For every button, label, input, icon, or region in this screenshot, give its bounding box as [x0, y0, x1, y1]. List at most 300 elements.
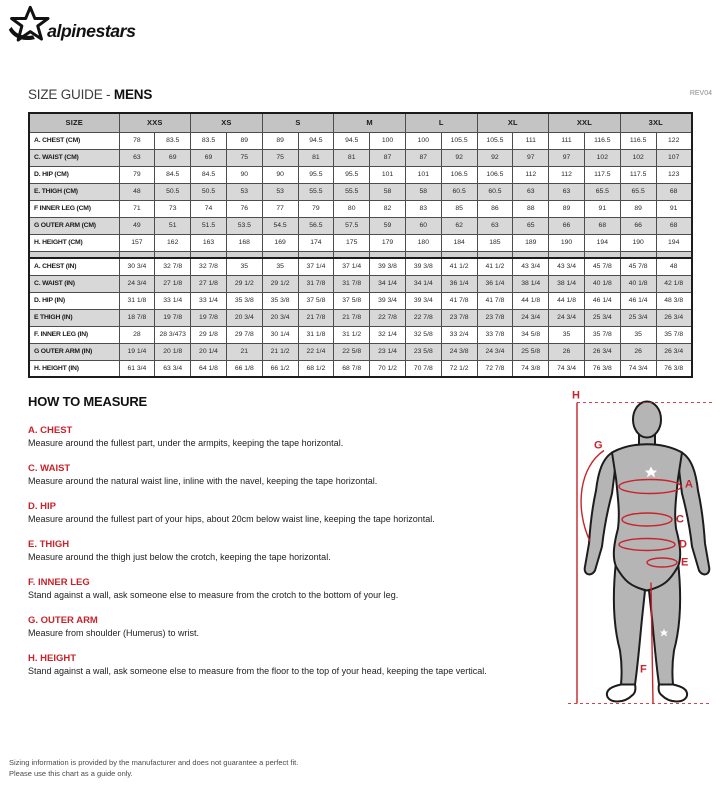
- measurement-cell: 43 3/4: [549, 258, 585, 275]
- measurement-cell: 26 3/4: [584, 343, 620, 360]
- measurement-cell: 65.5: [584, 183, 620, 200]
- measure-item-text: Measure from shoulder (Humerus) to wrist.: [28, 628, 200, 638]
- measurement-cell: 80: [334, 200, 370, 217]
- separator-cell: [441, 251, 477, 258]
- measure-item-text: Measure around the fullest part of your hips, about 20cm below waist line, keeping the tape horizontal.: [28, 514, 435, 524]
- measurement-cell: 194: [656, 234, 692, 251]
- measurement-cell: 60: [405, 217, 441, 234]
- separator-cell: [584, 251, 620, 258]
- measurement-cell: 175: [334, 234, 370, 251]
- measurement-cell: 31 7/8: [334, 275, 370, 292]
- measurement-cell: 51: [155, 217, 191, 234]
- measurement-cell: 30 3/4: [119, 258, 155, 275]
- size-column-header: 3XL: [620, 113, 692, 132]
- measurement-cell: 97: [549, 149, 585, 166]
- measurement-cell: 63 3/4: [155, 360, 191, 377]
- row-label: G OUTER ARM (IN): [29, 343, 119, 360]
- measure-item-label: C. WAIST: [28, 463, 71, 474]
- measure-item: [28, 577, 553, 601]
- measurement-cell: 74: [191, 200, 227, 217]
- measurement-cell: 66 1/2: [262, 360, 298, 377]
- table-row: [29, 343, 692, 360]
- measurement-cell: 100: [405, 132, 441, 149]
- size-table-header: [29, 113, 692, 132]
- measurement-cell: 26 3/4: [656, 309, 692, 326]
- separator-row: [29, 251, 692, 258]
- measurement-cell: 91: [584, 200, 620, 217]
- measurement-cell: 70 7/8: [405, 360, 441, 377]
- measurement-cell: 100: [370, 132, 406, 149]
- measurement-cell: 97: [513, 149, 549, 166]
- measurement-cell: 84.5: [191, 166, 227, 183]
- measurement-cell: 41 1/2: [441, 258, 477, 275]
- table-row: [29, 132, 692, 149]
- measurement-cell: 157: [119, 234, 155, 251]
- measurement-cell: 25 3/4: [620, 309, 656, 326]
- separator-cell: [370, 251, 406, 258]
- measurement-cell: 51.5: [191, 217, 227, 234]
- measurement-cell: 45 7/8: [620, 258, 656, 275]
- size-column-header: L: [405, 113, 477, 132]
- measurement-cell: 74 3/4: [620, 360, 656, 377]
- measurement-cell: 36 1/4: [441, 275, 477, 292]
- measurement-cell: 63: [119, 149, 155, 166]
- measurement-cell: 76 3/8: [584, 360, 620, 377]
- measurement-cell: 185: [477, 234, 513, 251]
- label-e: E: [681, 556, 689, 569]
- table-row: [29, 258, 692, 275]
- measurement-cell: 60.5: [441, 183, 477, 200]
- measurement-cell: 21 7/8: [334, 309, 370, 326]
- measurement-cell: 20 1/8: [155, 343, 191, 360]
- label-c: C: [676, 513, 684, 526]
- measurement-cell: 22 1/4: [298, 343, 334, 360]
- label-f: F: [640, 663, 647, 676]
- measurement-cell: 86: [477, 200, 513, 217]
- measurement-cell: 101: [370, 166, 406, 183]
- size-column-header: S: [262, 113, 334, 132]
- measurement-cell: 37 1/4: [298, 258, 334, 275]
- measurement-cell: 20 1/4: [191, 343, 227, 360]
- measurement-cell: 68: [656, 217, 692, 234]
- separator-cell: [656, 251, 692, 258]
- separator-cell: [226, 251, 262, 258]
- row-label: C. WAIST (IN): [29, 275, 119, 292]
- measurement-cell: 89: [226, 132, 262, 149]
- measurement-cell: 75: [226, 149, 262, 166]
- measurement-cell: 63: [549, 183, 585, 200]
- disclaimer-line-2: Please use this chart as a guide only.: [9, 769, 133, 778]
- separator-cell: [549, 251, 585, 258]
- measurement-cell: 66: [620, 217, 656, 234]
- measurement-cell: 39 3/8: [405, 258, 441, 275]
- measurement-cell: 111: [513, 132, 549, 149]
- measurement-cell: 69: [191, 149, 227, 166]
- measurement-cell: 71: [119, 200, 155, 217]
- measurement-cell: 43 3/4: [513, 258, 549, 275]
- measurement-cell: 89: [620, 200, 656, 217]
- page-title-gender: MENS: [113, 87, 153, 102]
- measurement-cell: 65: [513, 217, 549, 234]
- measurement-cell: 70 1/2: [370, 360, 406, 377]
- measure-item: [28, 463, 553, 487]
- measurement-cell: 74 3/4: [549, 360, 585, 377]
- measurement-cell: 44 1/8: [513, 292, 549, 309]
- measurement-cell: 66 1/8: [226, 360, 262, 377]
- measurement-cell: 49: [119, 217, 155, 234]
- measurement-cell: 40 1/8: [584, 275, 620, 292]
- measurement-cell: 68: [656, 183, 692, 200]
- measurement-cell: 32 1/4: [370, 326, 406, 343]
- measurement-cell: 174: [298, 234, 334, 251]
- separator-cell: [513, 251, 549, 258]
- measure-item-text: Measure around the fullest part, under the armpits, keeping the tape horizontal.: [28, 438, 344, 448]
- measurement-cell: 101: [405, 166, 441, 183]
- measurement-cell: 27 1/8: [155, 275, 191, 292]
- measurement-cell: 23 7/8: [441, 309, 477, 326]
- measurement-cell: 85: [441, 200, 477, 217]
- measurement-cell: 94.5: [298, 132, 334, 149]
- measurement-cell: 26: [549, 343, 585, 360]
- measurement-cell: 58: [405, 183, 441, 200]
- measurement-cell: 162: [155, 234, 191, 251]
- measurement-cell: 35: [620, 326, 656, 343]
- measurement-cell: 106.5: [441, 166, 477, 183]
- in-rows: [29, 258, 692, 377]
- measurement-cell: 57.5: [334, 217, 370, 234]
- measurement-cell: 37 5/8: [298, 292, 334, 309]
- separator-cell: [334, 251, 370, 258]
- measurement-cell: 84.5: [155, 166, 191, 183]
- measurement-cell: 33 1/4: [155, 292, 191, 309]
- measurement-cell: 19 7/8: [155, 309, 191, 326]
- row-label: A. CHEST (CM): [29, 132, 119, 149]
- measurement-cell: 39 3/4: [370, 292, 406, 309]
- measurement-cell: 78: [119, 132, 155, 149]
- measurement-cell: 54.5: [262, 217, 298, 234]
- measure-item-text: Stand against a wall, ask someone else to measure from the crotch to the bottom of your leg.: [28, 590, 399, 600]
- table-row: [29, 149, 692, 166]
- measurement-cell: 25 5/8: [513, 343, 549, 360]
- measurement-cell: 56.5: [298, 217, 334, 234]
- measurement-cell: 55.5: [298, 183, 334, 200]
- measurement-cell: 33 1/4: [191, 292, 227, 309]
- measurement-cell: 31 7/8: [298, 275, 334, 292]
- measurement-cell: 169: [262, 234, 298, 251]
- measure-item-label: A. CHEST: [28, 425, 73, 436]
- page-title: [28, 87, 152, 102]
- measurement-cell: 68 7/8: [334, 360, 370, 377]
- measurement-cell: 35 3/8: [226, 292, 262, 309]
- table-row: [29, 275, 692, 292]
- label-d: D: [679, 538, 687, 551]
- measurement-cell: 111: [549, 132, 585, 149]
- measurement-cell: 35 7/8: [656, 326, 692, 343]
- measure-item: [28, 615, 553, 639]
- size-column-header: XS: [191, 113, 263, 132]
- size-corner-header: SIZE: [29, 113, 119, 132]
- row-label: F. INNER LEG (IN): [29, 326, 119, 343]
- footer-disclaimer: [9, 757, 509, 779]
- measurement-cell: 83.5: [155, 132, 191, 149]
- measurement-cell: 72 7/8: [477, 360, 513, 377]
- measurement-cell: 48: [656, 258, 692, 275]
- measurement-cell: 89: [262, 132, 298, 149]
- measurement-cell: 24 3/4: [477, 343, 513, 360]
- measurement-cell: 50.5: [155, 183, 191, 200]
- measurement-cell: 117.5: [620, 166, 656, 183]
- how-to-measure-title: HOW TO MEASURE: [28, 394, 148, 409]
- measurement-cell: 34 1/4: [405, 275, 441, 292]
- size-column-header: XL: [477, 113, 549, 132]
- measurement-cell: 53.5: [226, 217, 262, 234]
- measurement-cell: 68 1/2: [298, 360, 334, 377]
- measurement-cell: 95.5: [298, 166, 334, 183]
- measurement-cell: 29 1/8: [191, 326, 227, 343]
- measurement-cell: 190: [620, 234, 656, 251]
- row-label: D. HIP (IN): [29, 292, 119, 309]
- measurement-cell: 23 5/8: [405, 343, 441, 360]
- table-row: [29, 292, 692, 309]
- measurement-cell: 24 3/4: [549, 309, 585, 326]
- measurement-cell: 69: [155, 149, 191, 166]
- measurement-cell: 74 3/8: [513, 360, 549, 377]
- measurement-cell: 116.5: [584, 132, 620, 149]
- measurement-cell: 19 7/8: [191, 309, 227, 326]
- label-h: H: [572, 389, 580, 402]
- separator-cell: [477, 251, 513, 258]
- measurement-cell: 34 1/4: [370, 275, 406, 292]
- measurement-cell: 95.5: [334, 166, 370, 183]
- measurement-cell: 83.5: [191, 132, 227, 149]
- header-row: [29, 113, 692, 132]
- measurement-cell: 76 3/8: [656, 360, 692, 377]
- measurement-cell: 92: [477, 149, 513, 166]
- measure-item: [28, 425, 553, 449]
- measurement-cell: 37 1/4: [334, 258, 370, 275]
- measurement-cell: 41 7/8: [441, 292, 477, 309]
- measurement-cell: 189: [513, 234, 549, 251]
- measure-item-label: H. HEIGHT: [28, 653, 77, 664]
- title-row: [28, 86, 712, 102]
- measurement-cell: 22 7/8: [405, 309, 441, 326]
- measurement-cell: 62: [441, 217, 477, 234]
- separator-cell: [191, 251, 227, 258]
- measurement-cell: 33 7/8: [477, 326, 513, 343]
- measurement-cell: 79: [119, 166, 155, 183]
- measurement-cell: 168: [226, 234, 262, 251]
- size-column-header: XXS: [119, 113, 191, 132]
- row-label: E THIGH (IN): [29, 309, 119, 326]
- row-label: E. THIGH (CM): [29, 183, 119, 200]
- separator-cell: [405, 251, 441, 258]
- measurement-cell: 46 1/4: [584, 292, 620, 309]
- measurement-cell: 87: [370, 149, 406, 166]
- measurement-cell: 105.5: [477, 132, 513, 149]
- measurement-cell: 32 7/8: [191, 258, 227, 275]
- measurement-cell: 90: [262, 166, 298, 183]
- measurement-cell: 20 3/4: [262, 309, 298, 326]
- measurement-cell: 29 7/8: [226, 326, 262, 343]
- measurement-cell: 79: [298, 200, 334, 217]
- row-label: A. CHEST (IN): [29, 258, 119, 275]
- measurement-cell: 72 1/2: [441, 360, 477, 377]
- measurement-cell: 35 7/8: [584, 326, 620, 343]
- measurement-figure: [552, 388, 716, 714]
- measurement-cell: 22 5/8: [334, 343, 370, 360]
- measurement-cell: 35: [549, 326, 585, 343]
- male-figure: [585, 402, 710, 702]
- measurement-cell: 122: [656, 132, 692, 149]
- measurement-cell: 68: [584, 217, 620, 234]
- measurement-cell: 41 1/2: [477, 258, 513, 275]
- measurement-cell: 81: [298, 149, 334, 166]
- label-g: G: [594, 439, 603, 452]
- row-label: G OUTER ARM (CM): [29, 217, 119, 234]
- measurement-cell: 112: [549, 166, 585, 183]
- measurement-cell: 21 1/2: [262, 343, 298, 360]
- separator-cell: [119, 251, 155, 258]
- measurement-cell: 76: [226, 200, 262, 217]
- measurement-cell: 81: [334, 149, 370, 166]
- measurement-cell: 88: [513, 200, 549, 217]
- measurement-cell: 94.5: [334, 132, 370, 149]
- measurement-cell: 58: [370, 183, 406, 200]
- measurement-cell: 63: [477, 217, 513, 234]
- measurement-cell: 31 1/8: [298, 326, 334, 343]
- measure-item-label: G. OUTER ARM: [28, 615, 98, 626]
- separator-cell: [262, 251, 298, 258]
- measurement-cell: 46 1/4: [620, 292, 656, 309]
- measurement-cell: 73: [155, 200, 191, 217]
- measurement-cell: 117.5: [584, 166, 620, 183]
- size-column-header: XXL: [549, 113, 621, 132]
- measurement-cell: 75: [262, 149, 298, 166]
- separator-cell: [298, 251, 334, 258]
- measurement-cell: 64 1/8: [191, 360, 227, 377]
- measurement-cell: 50.5: [191, 183, 227, 200]
- measurement-cell: 106.5: [477, 166, 513, 183]
- measure-item: [28, 539, 553, 563]
- separator-cell: [620, 251, 656, 258]
- measurement-cell: 28 3/473: [155, 326, 191, 343]
- revision-label: REV04: [689, 90, 712, 97]
- measurement-cell: 35 3/8: [262, 292, 298, 309]
- measure-item-text: Measure around the natural waist line, inline with the navel, keeping the tape horizontal.: [28, 476, 378, 486]
- measure-item-label: F. INNER LEG: [28, 577, 90, 588]
- measurement-cell: 107: [656, 149, 692, 166]
- measurement-cell: 41 7/8: [477, 292, 513, 309]
- measurement-cell: 42 1/8: [656, 275, 692, 292]
- row-label: H. HEIGHT (IN): [29, 360, 119, 377]
- separator-cell: [29, 251, 119, 258]
- measure-item-label: E. THIGH: [28, 539, 70, 550]
- how-to-measure-section: [28, 394, 553, 691]
- measurement-cell: 38 1/4: [513, 275, 549, 292]
- measurement-cell: 123: [656, 166, 692, 183]
- measurement-cell: 24 3/4: [513, 309, 549, 326]
- measurement-cell: 37 5/8: [334, 292, 370, 309]
- measurement-cell: 29 1/2: [262, 275, 298, 292]
- measurement-cell: 61 3/4: [119, 360, 155, 377]
- measure-item: [28, 653, 553, 677]
- measurement-cell: 179: [370, 234, 406, 251]
- measurement-cell: 59: [370, 217, 406, 234]
- page-title-prefix: SIZE GUIDE -: [28, 87, 114, 102]
- measurement-cell: 180: [405, 234, 441, 251]
- measurement-cell: 24 3/8: [441, 343, 477, 360]
- table-row: [29, 200, 692, 217]
- alpinestars-logo-icon: [6, 4, 146, 48]
- measurement-cell: 65.5: [620, 183, 656, 200]
- brand-name: alpinestars: [47, 21, 136, 42]
- measurement-cell: 63: [513, 183, 549, 200]
- measure-item-label: D. HIP: [28, 501, 56, 512]
- measurement-cell: 184: [441, 234, 477, 251]
- measurement-cell: 194: [584, 234, 620, 251]
- measurement-cell: 40 1/8: [620, 275, 656, 292]
- row-label: F INNER LEG (CM): [29, 200, 119, 217]
- measurement-cell: 53: [262, 183, 298, 200]
- measurement-cell: 190: [549, 234, 585, 251]
- measurement-cell: 60.5: [477, 183, 513, 200]
- size-table: [28, 112, 693, 378]
- measure-item-list: [28, 425, 553, 677]
- measure-item-text: Stand against a wall, ask someone else to measure from the floor to the top of your head, keeping the tape vertical.: [28, 666, 487, 676]
- table-row: [29, 183, 692, 200]
- measurement-cell: 18 7/8: [119, 309, 155, 326]
- row-label: H. HEIGHT (CM): [29, 234, 119, 251]
- measurement-cell: 23 7/8: [477, 309, 513, 326]
- measurement-cell: 26 3/4: [656, 343, 692, 360]
- measurement-cell: 30 1/4: [262, 326, 298, 343]
- table-row: [29, 309, 692, 326]
- measurement-cell: 22 7/8: [370, 309, 406, 326]
- measurement-cell: 25 3/4: [584, 309, 620, 326]
- measurement-cell: 32 7/8: [155, 258, 191, 275]
- separator-cell: [155, 251, 191, 258]
- measurement-cell: 33 2/4: [441, 326, 477, 343]
- measurement-cell: 26: [620, 343, 656, 360]
- table-row: [29, 166, 692, 183]
- measurement-cell: 19 1/4: [119, 343, 155, 360]
- measurement-cell: 21 7/8: [298, 309, 334, 326]
- measurement-cell: 28: [119, 326, 155, 343]
- measurement-cell: 91: [656, 200, 692, 217]
- measurement-cell: 102: [620, 149, 656, 166]
- measurement-cell: 39 3/8: [370, 258, 406, 275]
- measurement-cell: 21: [226, 343, 262, 360]
- measurement-cell: 82: [370, 200, 406, 217]
- unit-separator: [29, 251, 692, 258]
- table-row: [29, 234, 692, 251]
- measurement-cell: 35: [226, 258, 262, 275]
- measurement-cell: 44 1/8: [549, 292, 585, 309]
- measurement-cell: 31 1/8: [119, 292, 155, 309]
- measurement-cell: 90: [226, 166, 262, 183]
- measurement-cell: 31 1/2: [334, 326, 370, 343]
- measurement-cell: 163: [191, 234, 227, 251]
- measurement-cell: 66: [549, 217, 585, 234]
- measurement-cell: 23 1/4: [370, 343, 406, 360]
- measure-item: [28, 501, 553, 525]
- row-label: D. HIP (CM): [29, 166, 119, 183]
- table-row: [29, 217, 692, 234]
- size-column-header: M: [334, 113, 406, 132]
- measurement-cell: 35: [262, 258, 298, 275]
- measurement-cell: 45 7/8: [584, 258, 620, 275]
- measurement-cell: 20 3/4: [226, 309, 262, 326]
